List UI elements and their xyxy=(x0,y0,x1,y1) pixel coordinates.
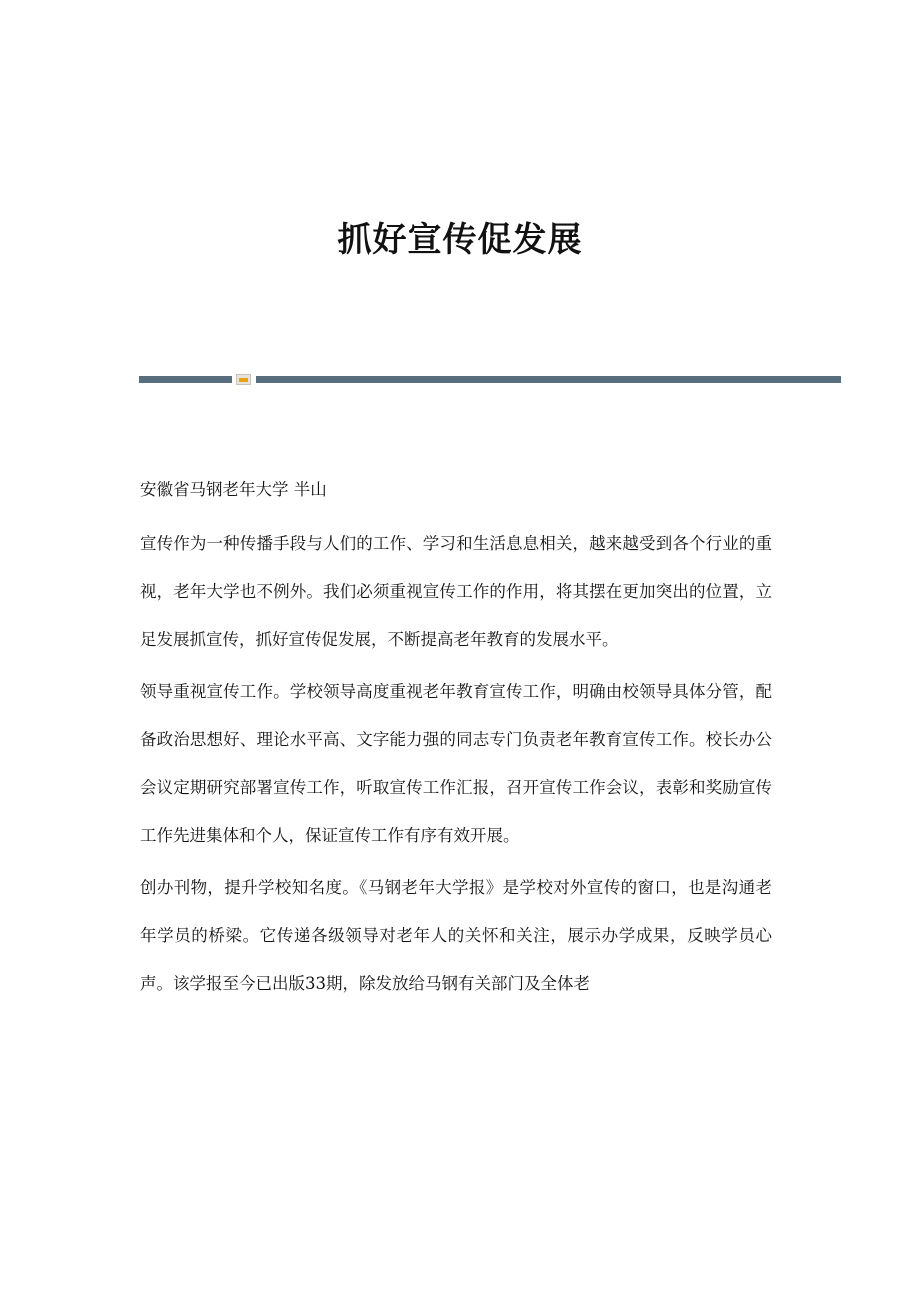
divider-left-segment xyxy=(139,376,232,383)
document-body xyxy=(140,466,772,1012)
paragraph-intro: 宣传作为一种传播手段与人们的工作、学习和生活息息相关，越来越受到各个行业的重视，老年大学也不例外。我们必须重视宣传工作的作用，将其摆在更加突出的位置，立足发展抓宣传，抓好宣传促发展，不断提高老年教育的发展水平。 xyxy=(140,534,772,649)
paragraph-publication: 创办刊物，提升学校知名度。《马钢老年大学报》是学校对外宣传的窗口，也是沟通老年学员的桥梁。它传递各级领导对老年人的关怀和关注，展示办学成果，反映学员心声。该学报至今已出版33期，除发放给马钢有关部门及全体老 xyxy=(140,878,772,993)
paragraph-leadership: 领导重视宣传工作。学校领导高度重视老年教育宣传工作，明确由校领导具体分管，配备政治思想好、理论水平高、文字能力强的同志专门负责老年教育宣传工作。校长办公会议定期研究部署宣传工作，听取宣传工作汇报，召开宣传工作会议，表彰和奖励宣传工作先进集体和个人，保证宣传工作有序有效开展。 xyxy=(140,682,772,845)
divider-right-segment xyxy=(256,376,841,383)
title-divider xyxy=(139,374,841,385)
divider-badge-accent xyxy=(239,378,248,382)
divider-badge-icon xyxy=(236,374,251,385)
document-title: 抓好宣传促发展 xyxy=(337,220,583,260)
author-line: 安徽省马钢老年大学 半山 xyxy=(140,480,327,499)
